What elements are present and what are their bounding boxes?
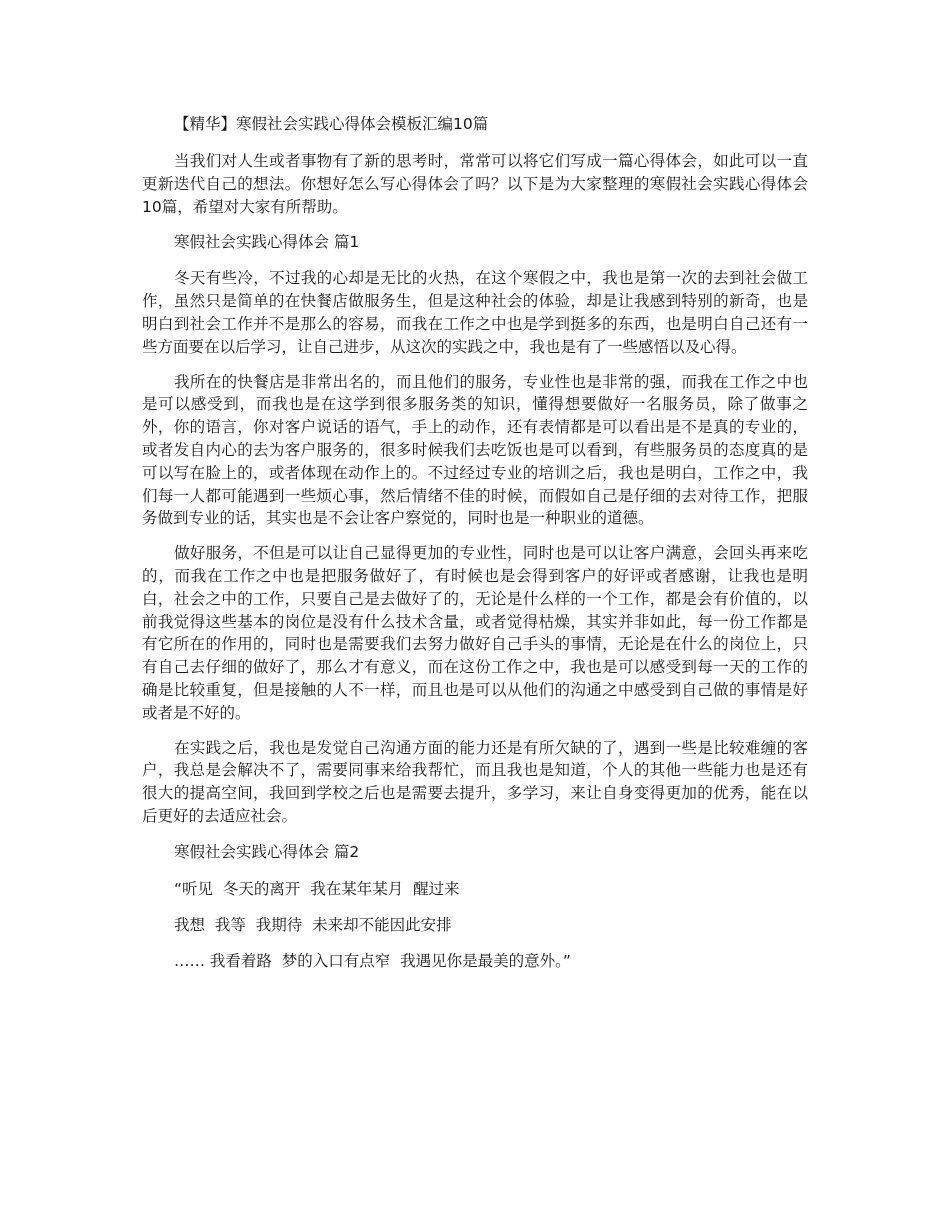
body-paragraph: 在实践之后，我也是发觉自己沟通方面的能力还是有所欠缺的了，遇到一些是比较难缠的客户，我总是会解决不了，需要同事来给我帮忙，而且我也是知道，个人的其他一些能力也是还有很大的提高空间，我回到学校之后也是需要去提升，多学习，来让自身变得更加的优秀，能在以后更好的去适应社会。 — [142, 738, 808, 825]
body-paragraph: 做好服务，不但是可以让自己显得更加的专业性，同时也是可以让客户满意，会回头再来吃的，而我在工作之中也是把服务做好了，有时候也是会得到客户的好评或者感谢，让我也是明白，社会之中的工作，只要自己是去做好了的，无论是什么样的一个工作，都是会有价值的，以前我觉得这些基本的岗位是没有什么技术含量，或者觉得枯燥，其实并非如此，每一份工作都是有它所在的作用的，同时也是需要我们去努力做好自己手头的事情，无论是在什么的岗位上，只有自己去仔细的做好了，那么才有意义，而在这份工作之中，我也是可以感受到每一天的工作的确是比较重复，但是接触的人不一样，而且也是可以从他们的沟通之中感受到自己做的事情是好或者是不好的。 — [142, 544, 808, 722]
verse-line: “听见 冬天的离开 我在某年某月 醒过来 — [174, 879, 460, 898]
verse-line: 我想 我等 我期待 未来却不能因此安排 — [174, 915, 452, 934]
verse-line: …… 我看着路 梦的入口有点窄 我遇见你是最美的意外。” — [174, 951, 571, 970]
intro-paragraph: 当我们对人生或者事物有了新的思考时，常常可以将它们写成一篇心得体会，如此可以一直更新迭代自己的想法。你想好怎么写心得体会了吗？以下是为大家整理的寒假社会实践心得体会10篇，希望对大家有所帮助。 — [142, 152, 808, 216]
document-title: 【精华】寒假社会实践心得体会模板汇编10篇 — [174, 115, 489, 133]
document-page — [142, 112, 808, 985]
section-heading-2: 寒假社会实践心得体会 篇2 — [174, 842, 360, 861]
body-paragraph: 冬天有些冷，不过我的心却是无比的火热，在这个寒假之中，我也是第一次的去到社会做工作，虽然只是简单的在快餐店做服务生，但是这种社会的体验，却是让我感到特别的新奇，也是明白到社会工作并不是那么的容易，而我在工作之中也是学到挺多的东西，也是明白自己还有一些方面要在以后学习，让自己进步，从这次的实践之中，我也是有了一些感悟以及心得。 — [142, 269, 808, 356]
body-paragraph: 我所在的快餐店是非常出名的，而且他们的服务，专业性也是非常的强，而我在工作之中也是可以感受到，而我也是在这学到很多服务类的知识，懂得想要做好一名服务员，除了做事之外，你的语言，你对客户说话的语气，手上的动作，还有表情都是可以看出是不是真的专业的，或者发自内心的去为客户服务的，很多时候我们去吃饭也是可以看到，有些服务员的态度真的是可以写在脸上的，或者体现在动作上的。不过经过专业的培训之后，我也是明白，工作之中，我们每一人都可能遇到一些烦心事，然后情绪不佳的时候，而假如自己是仔细的去对待工作，把服务做到专业的话，其实也是不会让客户察觉的，同时也是一种职业的道德。 — [142, 372, 808, 528]
section-heading-1: 寒假社会实践心得体会 篇1 — [174, 233, 360, 252]
